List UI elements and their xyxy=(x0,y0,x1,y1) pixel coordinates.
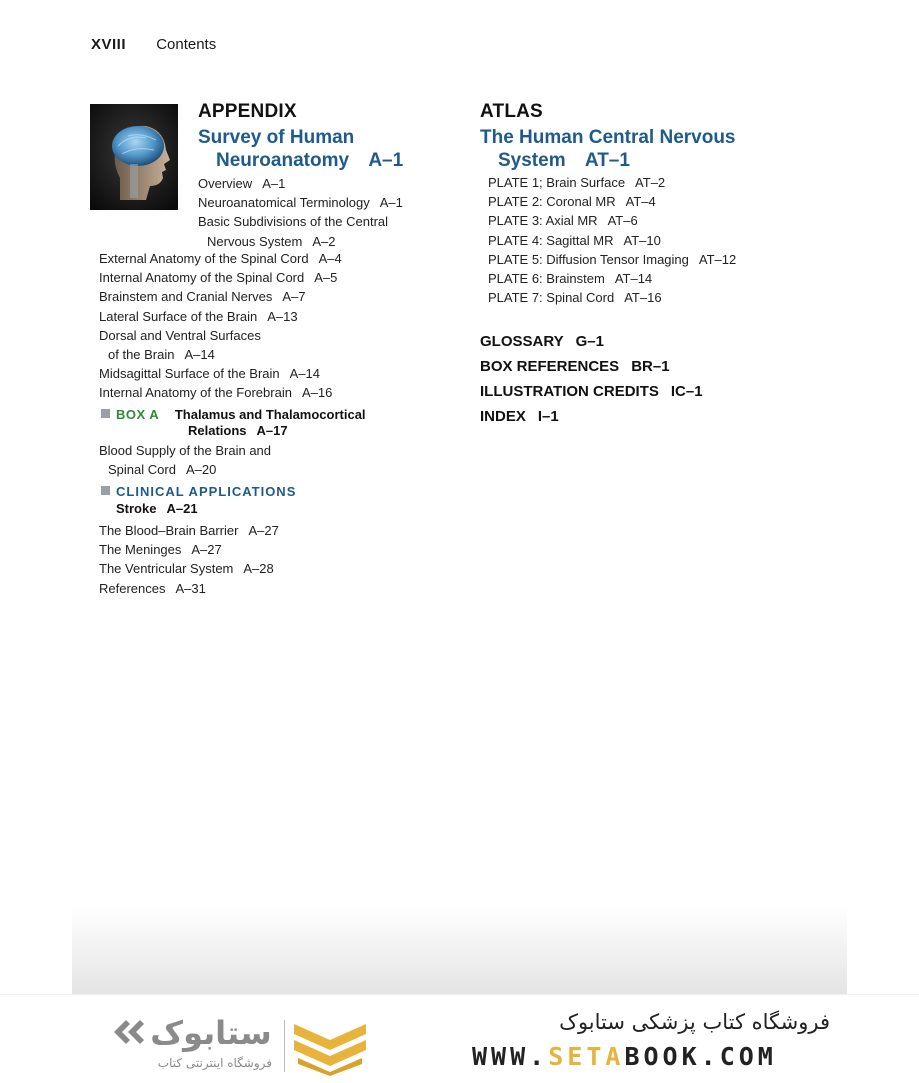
url-highlight: SETA xyxy=(548,1042,625,1071)
page-fade xyxy=(72,905,847,995)
toc-entry[interactable]: Lateral Surface of the Brain A–13 xyxy=(99,308,298,324)
appendix-toc-top xyxy=(198,174,403,251)
toc-entry[interactable]: Overview A–1 xyxy=(198,176,286,191)
toc-entry[interactable]: The Ventricular System A–28 xyxy=(99,561,274,577)
site-url[interactable] xyxy=(472,1042,777,1071)
atlas-title xyxy=(480,126,736,172)
brain-illustration xyxy=(90,104,178,210)
book-stack-icon xyxy=(292,1018,368,1081)
appendix-toc-main xyxy=(99,249,342,403)
setabook-logo[interactable] xyxy=(108,1012,278,1078)
url-prefix: WWW. xyxy=(472,1042,549,1071)
toc-entry[interactable]: Internal Anatomy of the Forebrain A–16 xyxy=(99,385,333,401)
plate-entry[interactable]: PLATE 2: Coronal MR AT–4 xyxy=(488,194,656,210)
page-header xyxy=(91,36,216,53)
back-matter xyxy=(480,329,703,429)
footer-divider xyxy=(0,994,919,995)
toc-entry[interactable]: The Meninges A–27 xyxy=(99,542,222,558)
box-a-page: A–17 xyxy=(256,423,288,438)
plate-entry[interactable]: PLATE 5: Diffusion Tensor Imaging AT–12 xyxy=(488,251,737,267)
toc-entry-continued[interactable]: Nervous System A–2 xyxy=(207,233,336,249)
logo-tagline: فروشگاه اینترنتی کتاب xyxy=(157,1056,272,1070)
toc-entry[interactable]: The Blood–Brain Barrier A–27 xyxy=(99,523,279,538)
head-brain-icon xyxy=(90,104,178,210)
shop-name: فروشگاه کتاب پزشکی ستابوک xyxy=(559,1010,830,1034)
plate-entry[interactable]: PLATE 1; Brain Surface AT–2 xyxy=(488,175,666,190)
section-title: Contents xyxy=(156,36,217,53)
toc-entry[interactable]: Neuroanatomical Terminology A–1 xyxy=(198,195,403,211)
square-bullet-icon xyxy=(101,486,110,495)
toc-entry-continued[interactable]: of the Brain A–14 xyxy=(108,347,215,363)
back-matter-entry[interactable]: INDEX I–1 xyxy=(480,408,559,425)
appendix-heading: APPENDIX xyxy=(198,101,297,122)
appendix-title-text: Neuroanatomy xyxy=(216,150,350,171)
box-a-label: BOX A xyxy=(116,407,160,422)
atlas-heading: ATLAS xyxy=(480,101,543,122)
logo-word: ستابوک xyxy=(150,1014,272,1052)
back-matter-entry[interactable]: GLOSSARY G–1 xyxy=(480,333,604,350)
back-matter-entry[interactable]: ILLUSTRATION CREDITS IC–1 xyxy=(480,383,703,400)
square-bullet-icon xyxy=(101,409,110,418)
clinical-label: CLINICAL APPLICATIONS xyxy=(116,484,297,499)
back-matter-entry[interactable]: BOX REFERENCES BR–1 xyxy=(480,358,670,375)
toc-entry[interactable]: External Anatomy of the Spinal Cord A–4 xyxy=(99,251,342,266)
plate-entry[interactable]: PLATE 4: Sagittal MR AT–10 xyxy=(488,232,661,248)
blood-supply-entry[interactable]: Blood Supply of the Brain and Spinal Cord A–20 xyxy=(99,443,272,478)
clinical-page: A–21 xyxy=(166,501,198,516)
clinical-title: Stroke xyxy=(116,501,157,516)
page-number: XVIII xyxy=(91,36,127,53)
appendix-title-line1: Survey of Human xyxy=(198,127,355,148)
appendix-toc-end xyxy=(99,521,279,598)
atlas-plates xyxy=(488,173,736,307)
toc-entry[interactable]: Internal Anatomy of the Spinal Cord A–5 xyxy=(99,270,338,286)
box-a-entry[interactable] xyxy=(101,407,366,439)
toc-entry[interactable]: Brainstem and Cranial Nerves A–7 xyxy=(99,289,306,305)
toc-entry[interactable]: Dorsal and Ventral Surfaces xyxy=(99,327,261,343)
logo-divider xyxy=(284,1020,285,1072)
url-suffix: BOOK.COM xyxy=(624,1042,777,1071)
atlas-title-line1: The Human Central Nervous xyxy=(480,127,736,148)
atlas-title-text: System xyxy=(498,150,566,171)
appendix-title-page: A–1 xyxy=(368,150,404,171)
box-a-title-line2: Relations xyxy=(188,423,247,438)
plate-entry[interactable]: PLATE 7: Spinal Cord AT–16 xyxy=(488,290,662,306)
toc-entry[interactable]: References A–31 xyxy=(99,580,206,596)
box-a-title: Thalamus and Thalamocortical xyxy=(174,407,366,422)
toc-entry[interactable]: Basic Subdivisions of the Central xyxy=(198,214,389,230)
clinical-applications-entry[interactable] xyxy=(101,483,296,517)
plate-entry[interactable]: PLATE 6: Brainstem AT–14 xyxy=(488,271,653,287)
plate-entry[interactable]: PLATE 3: Axial MR AT–6 xyxy=(488,213,638,229)
appendix-title xyxy=(198,126,403,172)
appendix-title-line2 xyxy=(198,149,403,172)
toc-entry[interactable]: Midsagittal Surface of the Brain A–14 xyxy=(99,366,321,382)
atlas-title-page: AT–1 xyxy=(584,150,630,171)
